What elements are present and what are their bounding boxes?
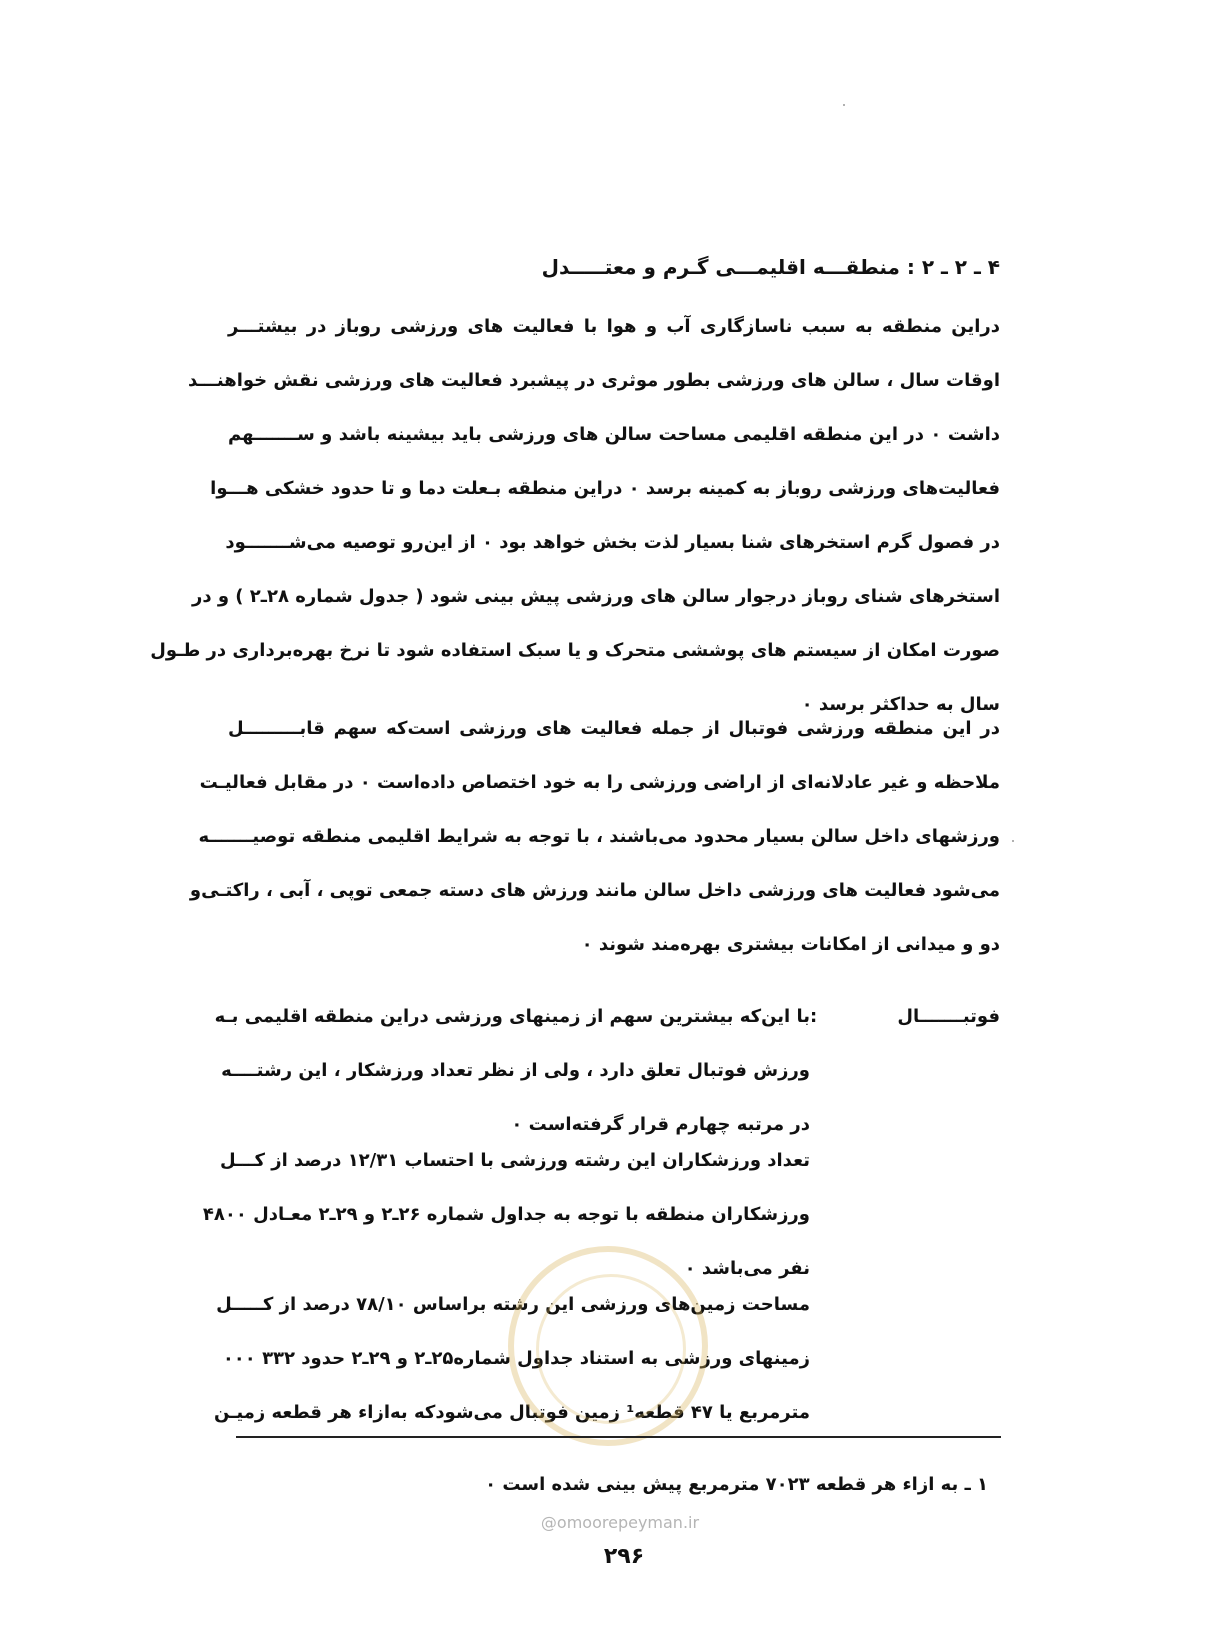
text-line: دو و میدانی از امکانات بیشتری بهره‌مند شوند ۰ bbox=[581, 934, 1000, 955]
text-line: مساحت زمین‌های ورزشی این رشته براساس ۷۸/۱۰ درصد از کـــــل bbox=[216, 1294, 810, 1315]
text-line: زمینهای ورزشی به استناد جداول شماره۲۵ـ۲ و ۲۹ـ۲ حدود ۳۳۲ ۰۰۰ bbox=[222, 1348, 810, 1369]
text-line: در فصول گرم استخرهای شنا بسیار لذت بخش خواهد بود ۰ از این‌رو توصیه می‌شـــــــود bbox=[225, 532, 1000, 553]
text-line: ورزشهای داخل سالن بسیار محدود می‌باشند ، با توجه به شرایط اقلیمی منطقه توصیـــــــه bbox=[198, 826, 1000, 847]
scan-speck bbox=[1012, 840, 1014, 842]
text-line: صورت امکان از سیستم های پوششی متحرک و یا سبک استفاده شود تا نرخ بهره‌برداری در طـول bbox=[150, 640, 1000, 661]
text-line: ملاحظه و غیر عادلانه‌ای از اراضی ورزشی را به خود اختصاص داده‌است ۰ در مقابل فعالیـت bbox=[199, 772, 1000, 793]
footnote: ۱ ـ به ازاء هر قطعه ۷۰۲۳ مترمربع پیش بینی شده است ۰ bbox=[485, 1474, 988, 1495]
text-line: فعالیت‌های ورزشی روباز به کمینه برسد ۰ دراین منطقه بـعلت دما و تا حدود خشکی هـــوا bbox=[210, 478, 1000, 499]
text-line: در این منطقه ورزشی فوتبال از جمله فعالیت های ورزشی است‌که سهم قابـــــــــل bbox=[228, 718, 1000, 739]
text-line: نفر می‌باشد ۰ bbox=[684, 1258, 810, 1279]
section-heading: ۴ ـ ۲ ـ ۲ : منطقـــه اقلیمـــی گـرم و معتـــــدل bbox=[541, 255, 1000, 279]
text-line: اوقات سال ، سالن های ورزشی بطور موثری در پیشبرد فعالیت های ورزشی نقش خواهنـــد bbox=[188, 370, 1000, 391]
watermark-url: @omoorepeyman.ir bbox=[540, 1513, 700, 1532]
football-intro bbox=[214, 990, 810, 1152]
text-line: دراین منطقه به سبب ناسازگاری آب و هوا با فعالیت های ورزشی روباز در بیشتـــر bbox=[228, 316, 1000, 337]
scan-speck bbox=[843, 104, 845, 106]
text-line: می‌شود فعالیت های ورزشی داخل سالن مانند ورزش های دسته جمعی توپی ، آبی ، راکتـی‌و bbox=[189, 880, 1000, 901]
text-line: در مرتبه چهارم قرار گرفته‌است ۰ bbox=[511, 1114, 810, 1135]
paragraph-2 bbox=[189, 702, 1000, 972]
page-number: ۲۹۶ bbox=[603, 1544, 645, 1569]
text-line: داشت ۰ در این منطقه اقلیمی مساحت سالن های ورزشی باید بیشینه باشد و ســـــــهم bbox=[228, 424, 1000, 445]
text-line: ورزش فوتبال تعلق دارد ، ولی از نظر تعداد ورزشکار ، این رشتــــه bbox=[221, 1060, 810, 1081]
text-line: مترمربع یا ۴۷ قطعه¹ زمین فوتبال می‌شود‌که به‌ازاء هر قطعه زمیـن bbox=[214, 1402, 810, 1423]
text-line: استخرهای شنای روباز درجوار سالن های ورزشی پیش بینی شود ( جدول شماره ۲۸ـ۲ ) و در bbox=[191, 586, 1000, 607]
text-line: ورزشکاران منطقه با توجه به جداول شماره ۲۶ـ۲ و ۲۹ـ۲ معـادل ۴۸۰۰ bbox=[202, 1204, 810, 1225]
paragraph-1 bbox=[150, 300, 1000, 732]
footnote-divider bbox=[236, 1436, 1001, 1438]
text-line: تعداد ورزشکاران این رشته ورزشی با احتساب ۱۲/۳۱ درصد از کـــل bbox=[219, 1150, 810, 1171]
text-line: سال به حداکثر برسد ۰ bbox=[801, 694, 1000, 715]
football-area bbox=[214, 1278, 810, 1440]
football-term: فوتبـــــــال : bbox=[810, 1006, 1000, 1027]
text-line: با این‌که بیشترین سهم از زمینهای ورزشی دراین منطقه اقلیمی بـه bbox=[214, 1006, 810, 1027]
football-athletes bbox=[202, 1134, 810, 1296]
